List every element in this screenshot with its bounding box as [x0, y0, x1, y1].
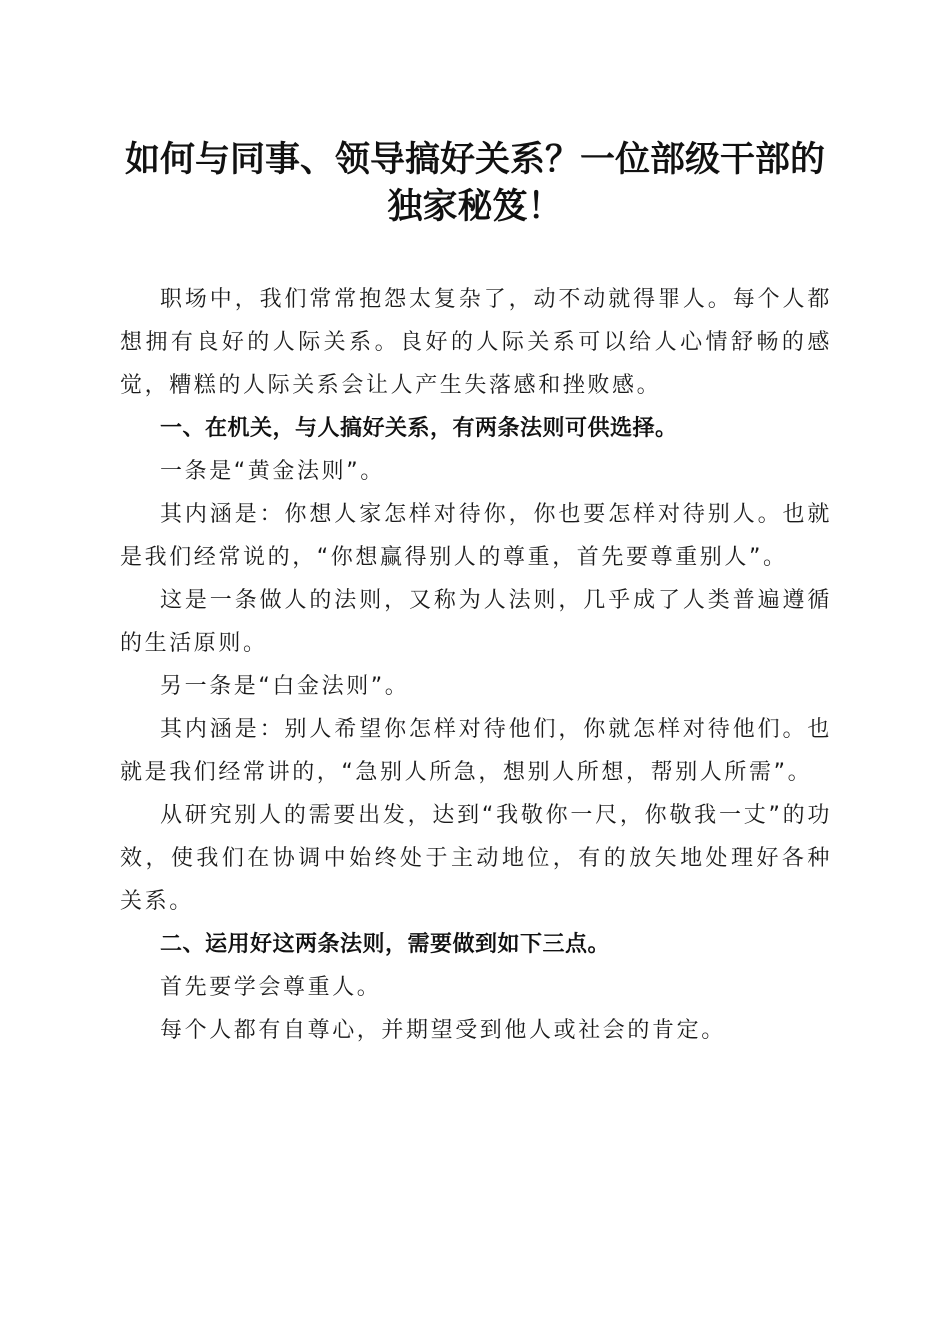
paragraph-golden-rule-note: 这是一条做人的法则，又称为人法则，几乎成了人类普遍遵循的生活原则。	[120, 588, 832, 656]
paragraph-intro: 职场中，我们常常抱怨太复杂了，动不动就得罪人。每个人都想拥有良好的人际关系。良好的人际关系可以给人心情舒畅的感觉，糟糕的人际关系会让人产生失落感和挫败感。	[120, 287, 832, 398]
section-heading-2: 二、运用好这两条法则，需要做到如下三点。	[160, 932, 611, 957]
paragraph-self-esteem: 每个人都有自尊心，并期望受到他人或社会的肯定。	[160, 1018, 726, 1043]
paragraph-golden-rule: 一条是“黄金法则”。	[160, 459, 385, 484]
paragraph-platinum-rule-effect: 从研究别人的需要出发，达到“我敬你一尺，你敬我一丈”的功效，使我们在协调中始终处于主动地位，有的放矢地处理好各种关系。	[120, 803, 832, 914]
document-title: 如何与同事、领导搞好关系？一位部级干部的独家秘笈！	[124, 139, 825, 227]
paragraph-platinum-rule-meaning: 其内涵是：别人希望你怎样对待他们，你就怎样对待他们。也就是我们经常讲的，“急别人所急，想别人所想，帮别人所需”。	[120, 717, 832, 785]
paragraph-platinum-rule: 另一条是“白金法则”。	[160, 674, 410, 699]
paragraph-golden-rule-meaning: 其内涵是：你想人家怎样对待你，你也要怎样对待别人。也就是我们经常说的，“你想赢得别人的尊重，首先要尊重别人”。	[120, 502, 832, 570]
section-heading-1: 一、在机关，与人搞好关系，有两条法则可供选择。	[160, 416, 678, 441]
document-body	[120, 278, 832, 1052]
paragraph-respect-first: 首先要学会尊重人。	[160, 975, 382, 1000]
